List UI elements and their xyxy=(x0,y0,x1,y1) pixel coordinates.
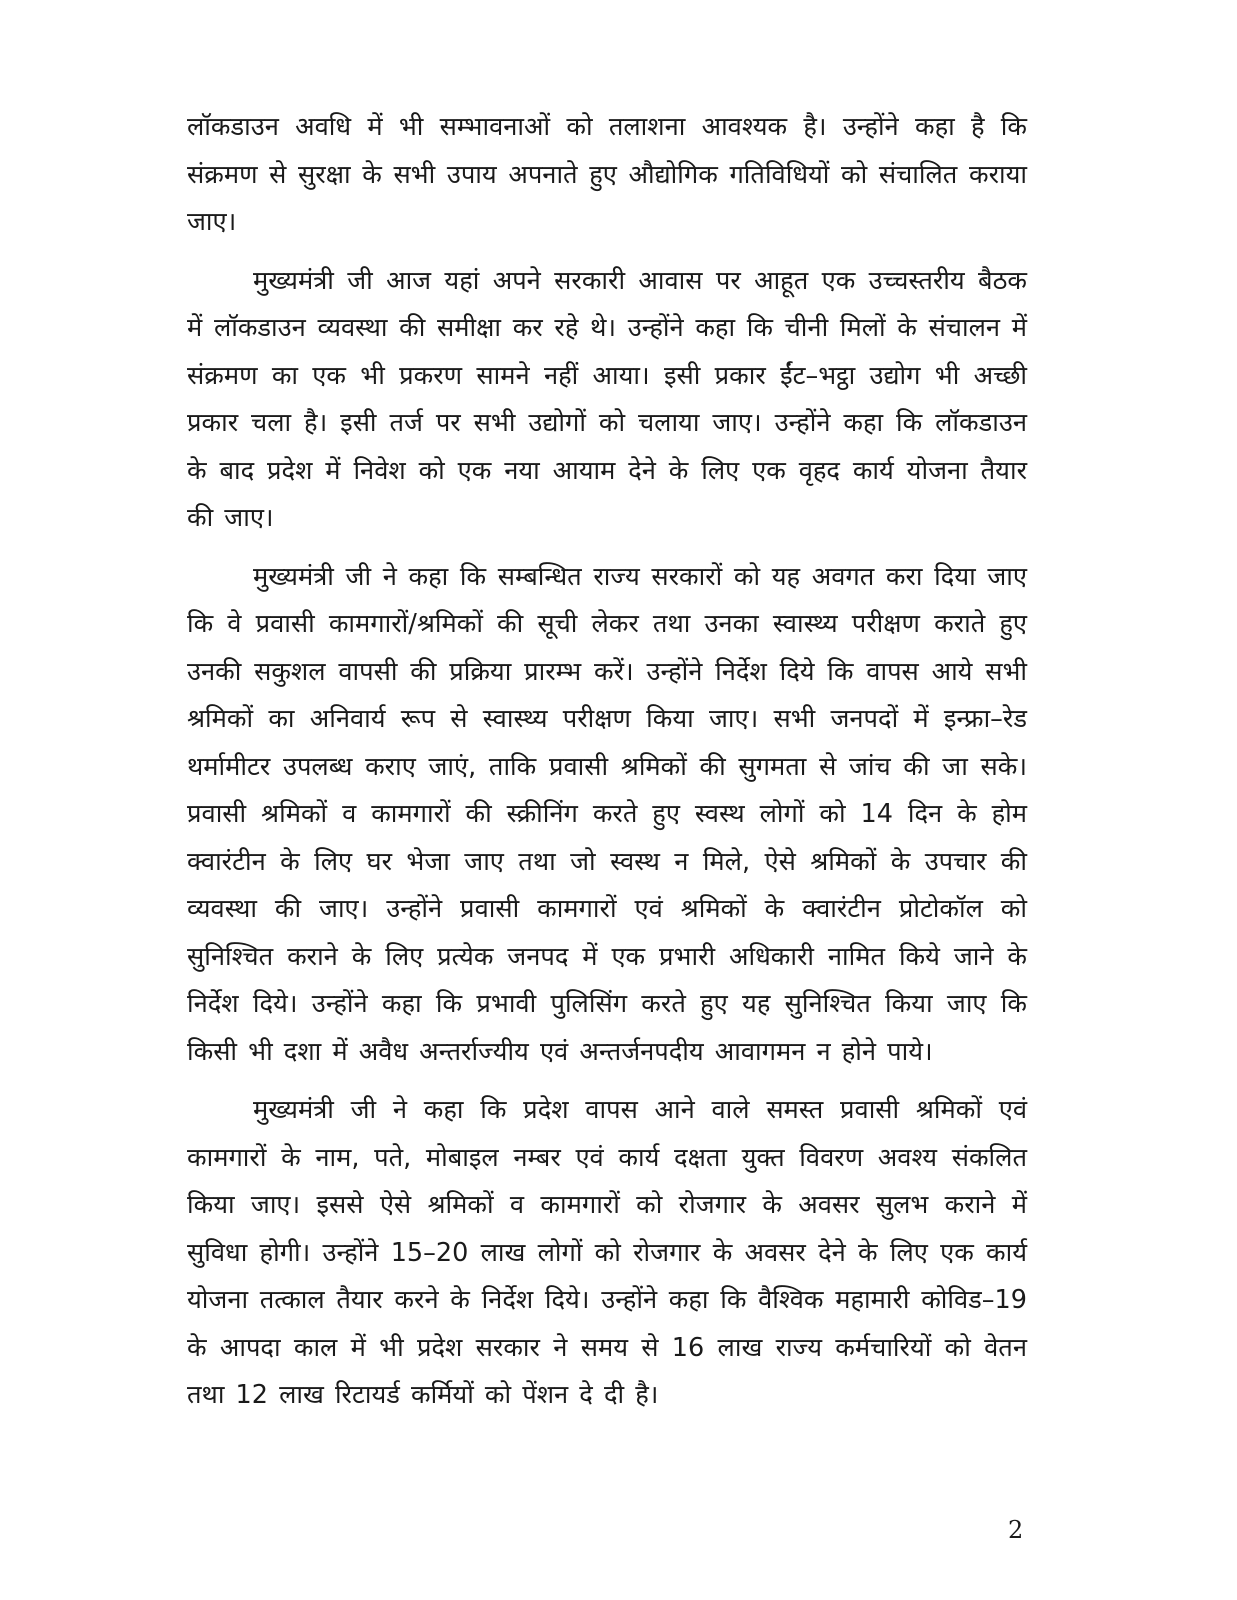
page-number: 2 xyxy=(1008,1516,1024,1544)
paragraph-review-meeting: मुख्यमंत्री जी आज यहां अपने सरकारी आवास पर आहूत एक उच्चस्तरीय बैठक में लॉकडाउन व्यवस्था की समीक्षा कर रहे थे। उन्होंने कहा कि चीनी मिलों के संचालन में संक्रमण का एक भी प्रकरण सामने नहीं आया। इसी प्रकार ईंट–भट्ठा उद्योग भी अच्छी प्रकार चला है। इसी तर्ज पर सभी उद्योगों को चलाया जाए। उन्होंने कहा कि लॉकडाउन के बाद प्रदेश में निवेश को एक नया आयाम देने के लिए एक वृहद कार्य योजना तैयार की जाए। xyxy=(187,265,1027,533)
document-body xyxy=(187,104,1027,1431)
paragraph-employment-details: मुख्यमंत्री जी ने कहा कि प्रदेश वापस आने वाले समस्त प्रवासी श्रमिकों एवं कामगारों के नाम, पते, मोबाइल नम्बर एवं कार्य दक्षता युक्त विवरण अवश्य संकलित किया जाए। इससे ऐसे श्रमिकों व कामगारों को रोजगार के अवसर सुलभ कराने में सुविधा होगी। उन्होंने 15–20 लाख लोगों को रोजगार के अवसर देने के लिए एक कार्य योजना तत्काल तैयार करने के निर्देश दिये। उन्होंने कहा कि वैश्विक महामारी कोविड–19 के आपदा काल में भी प्रदेश सरकार ने समय से 16 लाख राज्य कर्मचारियों को वेतन तथा 12 लाख रिटायर्ड कर्मियों को पेंशन दे दी है। xyxy=(187,1095,1027,1410)
paragraph-migrant-workers: मुख्यमंत्री जी ने कहा कि सम्बन्धित राज्य सरकारों को यह अवगत करा दिया जाए कि वे प्रवासी कामगारों/श्रमिकों की सूची लेकर तथा उनका स्वास्थ्य परीक्षण कराते हुए उनकी सकुशल वापसी की प्रक्रिया प्रारम्भ करें। उन्होंने निर्देश दिये कि वापस आये सभी श्रमिकों का अनिवार्य रूप से स्वास्थ्य परीक्षण किया जाए। सभी जनपदों में इन्फ्रा–रेड थर्मामीटर उपलब्ध कराए जाएं, ताकि प्रवासी श्रमिकों की सुगमता से जांच की जा सके। प्रवासी श्रमिकों व कामगारों की स्क्रीनिंग करते हुए स्वस्थ लोगों को 14 दिन के होम क्वारंटीन के लिए घर भेजा जाए तथा जो स्वस्थ न मिले, ऐसे श्रमिकों के उपचार की व्यवस्था की जाए। उन्होंने प्रवासी कामगारों एवं श्रमिकों के क्वारंटीन प्रोटोकॉल को सुनिश्चित कराने के लिए प्रत्येक जनपद में एक प्रभारी अधिकारी नामित किये जाने के निर्देश दिये। उन्होंने कहा कि प्रभावी पुलिसिंग करते हुए यह सुनिश्चित किया जाए कि किसी भी दशा में अवैध अन्तर्राज्यीय एवं अन्तर्जनपदीय आवागमन न होने पाये। xyxy=(187,561,1027,1067)
paragraph-continued: लॉकडाउन अवधि में भी सम्भावनाओं को तलाशना आवश्यक है। उन्होंने कहा है कि संक्रमण से सुरक्षा के सभी उपाय अपनाते हुए औद्योगिक गतिविधियों को संचालित कराया जाए। xyxy=(187,112,1027,237)
